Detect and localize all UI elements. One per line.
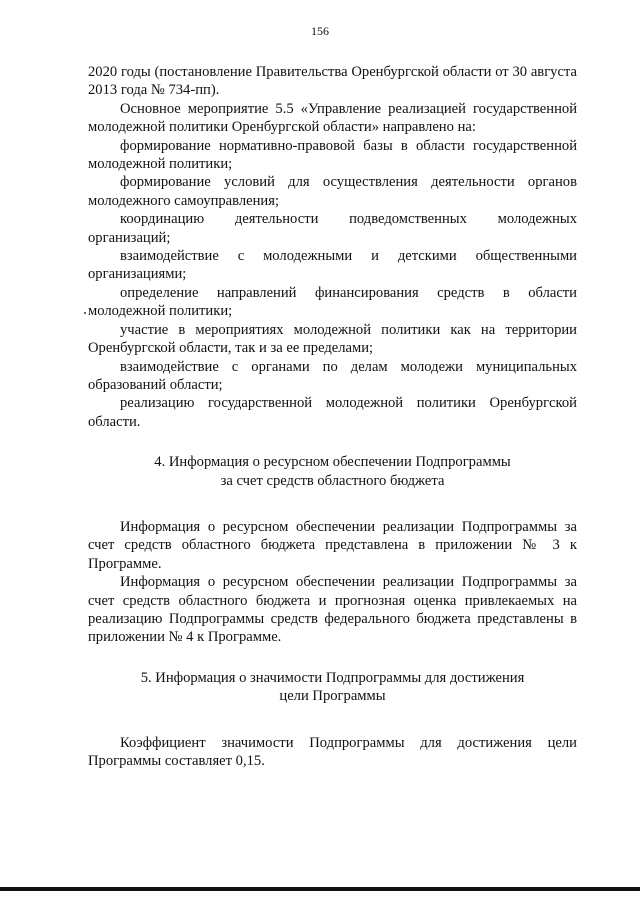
section-4-paragraph-2: Информация о ресурсном обеспечении реализации Подпрограммы за счет средств областного бюджета и прогнозная оценка привлекаемых на реализацию Подпрограммы средств федерального бюджета представлены в приложении № 4 к Программе. [88, 574, 577, 646]
section-4-heading-line2: за счет средств областного бюджета [220, 472, 445, 489]
section-4-heading [88, 453, 577, 490]
paragraph: 2020 годы (постановление Правительства Оренбургской области от 30 августа 2013 года № 734-пп). [88, 64, 577, 99]
section-5-heading [88, 669, 577, 706]
page-number: 156 [311, 24, 329, 38]
document-body [88, 63, 577, 770]
scan-speck [84, 312, 86, 314]
section-5-heading-line1: 5. Информация о значимости Подпрограммы для достижения [140, 669, 525, 686]
paragraph: Основное мероприятие 5.5 «Управление реализацией государственной молодежной политики Оренбургской области» направлено на: [88, 100, 577, 136]
list-item: взаимодействие с органами по делам молодежи муниципальных образований области; [88, 358, 577, 393]
list-item: формирование условий для осуществления деятельности органов молодежного самоуправления; [88, 174, 577, 209]
bottom-border-line [0, 887, 640, 891]
section-5-heading-line2: цели Программы [279, 688, 386, 705]
section-4-paragraph-1: Информация о ресурсном обеспечении реализации Подпрограммы за счет средств областного бюджета представлена в приложении № 3 к Программе. [88, 518, 577, 572]
list-item: формирование нормативно-правовой базы в области государственной молодежной политики; [88, 137, 577, 173]
list-item: определение направлений финансирования средств в области молодежной политики; [88, 284, 577, 320]
list-item: взаимодействие с молодежными и детскими общественными организациями; [88, 248, 577, 283]
section-5-paragraph-1: Коэффициент значимости Подпрограммы для достижения цели Программы составляет 0,15. [88, 734, 577, 769]
list-item: координацию деятельности подведомственных молодежных организаций; [88, 211, 577, 246]
list-item: реализацию государственной молодежной политики Оренбургской области. [88, 395, 577, 430]
list-item: участие в мероприятиях молодежной политики как на территории Оренбургской области, так и за ее пределами; [88, 321, 577, 357]
section-4-heading-line1: 4. Информация о ресурсном обеспечении Подпрограммы [154, 454, 511, 471]
